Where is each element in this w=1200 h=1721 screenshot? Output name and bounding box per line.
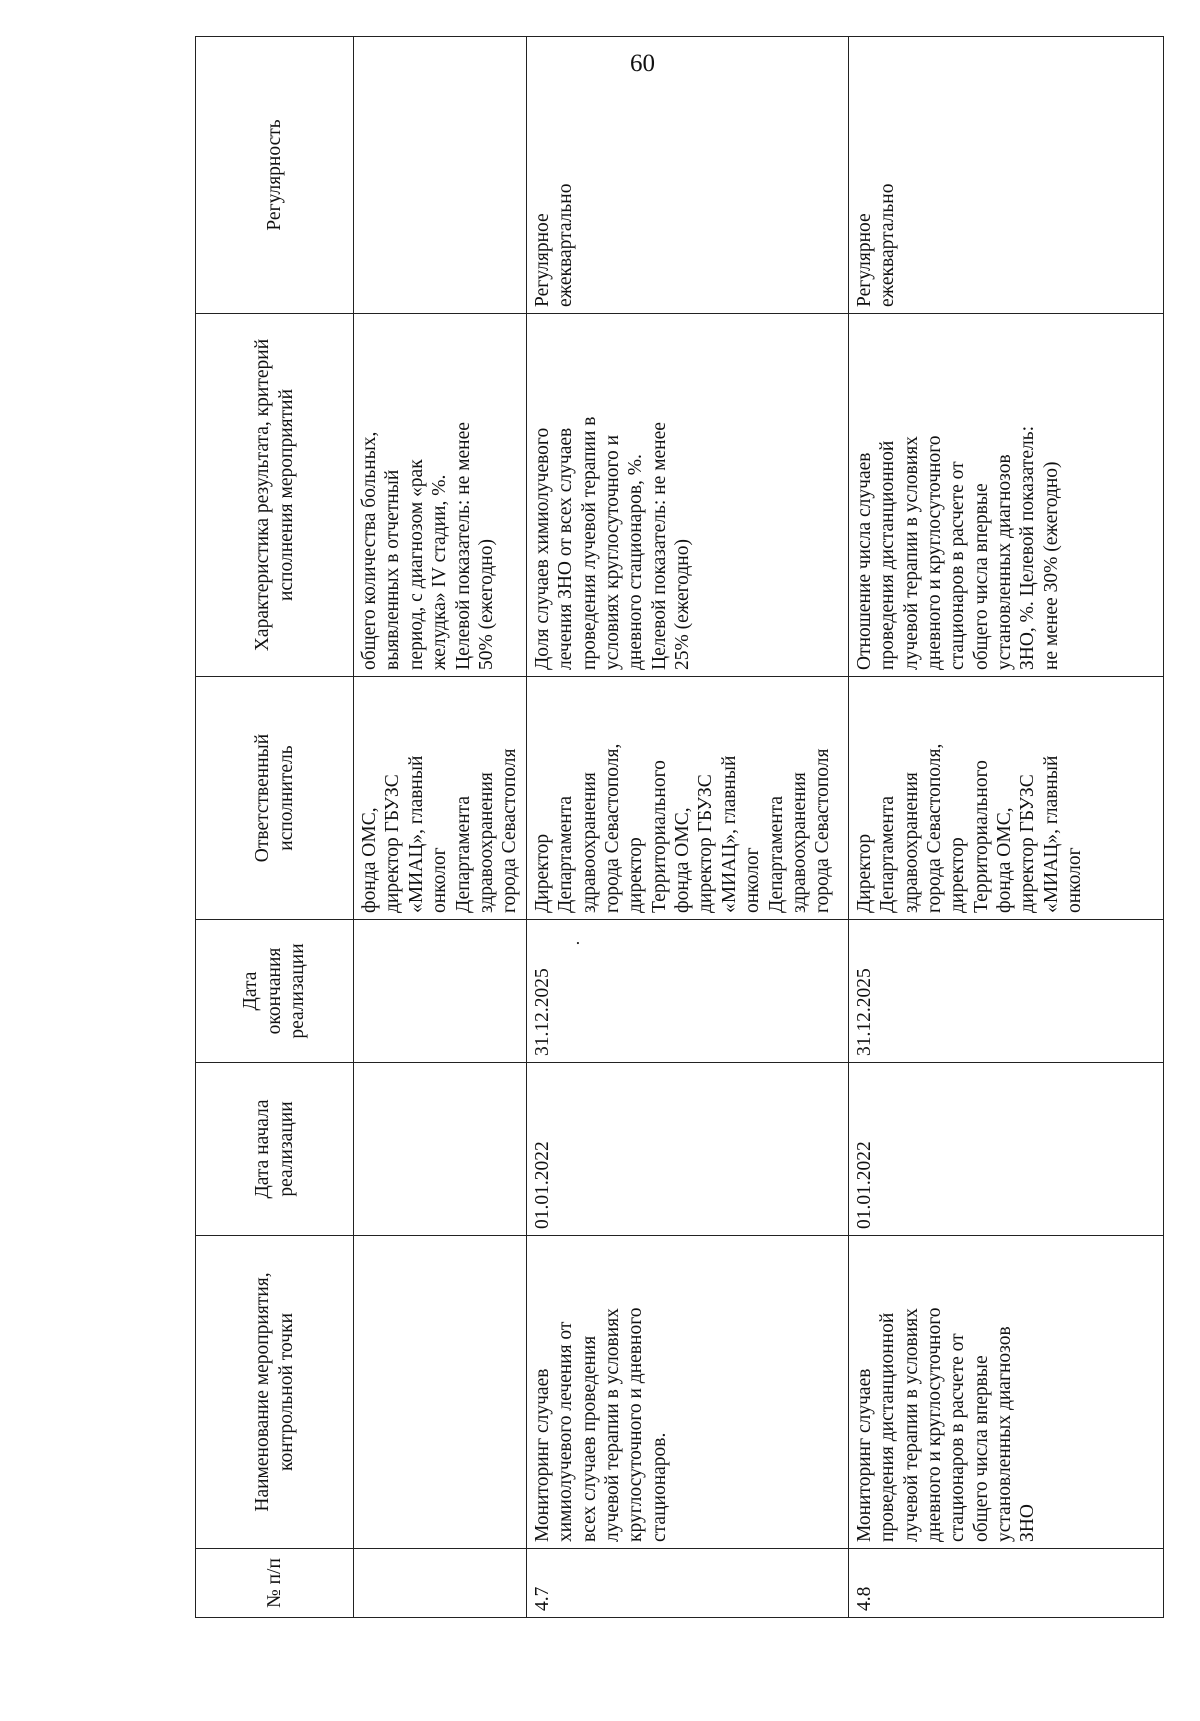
header-regularity: Регулярность [196,37,354,314]
table-header-row [196,37,354,1618]
header-measure-name: Наименование мероприятия, контрольной точки [196,1236,354,1549]
cell-end-date [354,920,527,1063]
rotated-table-wrapper [195,119,1160,1618]
page-number: 60 [630,50,655,77]
cell-end-date: 31.12.2025 [531,968,553,1056]
cell-measure-name [354,1236,527,1549]
header-end-date: Дата окончания реализации [196,920,354,1063]
header-number: № п/п [196,1549,354,1618]
cell-characteristic: Отношение числа случаев проведения дистанционной лучевой терапии в условиях дневного и круглосуточного стационаров в расчете от общего числа впервые установленных диагнозов ЗНО, %. Целевой показатель: не менее 30% (ежегодно) [848,314,1163,677]
measures-table [195,36,1164,1618]
cell-responsible: фонда ОМС, директор ГБУЗС «МИАЦ», главный онколог Департамента здравоохранения города Севастополя [354,677,527,920]
cell-measure-name: Мониторинг случаев химиолучевого лечения от всех случаев проведения лучевой терапии в условиях круглосуточного и дневного стационаров. [526,1236,848,1549]
table-row [354,37,527,1618]
cell-start-date: 01.01.2022 [526,1063,848,1236]
cell-start-date [354,1063,527,1236]
cell-number: 4.7 [526,1549,848,1618]
cell-characteristic: Доля случаев химиолучевого лечения ЗНО от всех случаев проведения лучевой терапии в условиях круглосуточного и дневного стационаров, %. Целевой показатель: не менее 25% (ежегодно) [526,314,848,677]
cell-measure-name: Мониторинг случаев проведения дистанционной лучевой терапии в условиях дневного и круглосуточного стационаров в расчете от общего числа впервые установленных диагнозов ЗНО [848,1236,1163,1549]
cell-regularity: Регулярное ежеквартально [526,37,848,314]
cell-number [354,1549,527,1618]
cell-regularity: Регулярное ежеквартально [848,37,1163,314]
cell-responsible: Директор Департамента здравоохранения города Севастополя, директор Территориального фонда ОМС, директор ГБУЗС «МИАЦ», главный онколог Департамента здравоохранения города Севастополя [526,677,848,920]
cell-end-date: 31.12.2025 [848,920,1163,1063]
cell-responsible: Директор Департамента здравоохранения города Севастополя, директор Территориального фонда ОМС, директор ГБУЗС «МИАЦ», главный онколог [848,677,1163,920]
cell-start-date: 01.01.2022 [848,1063,1163,1236]
table-row [848,37,1163,1618]
cell-number: 4.8 [848,1549,1163,1618]
table-row [526,37,848,1618]
cell-regularity [354,37,527,314]
header-start-date: Дата начала реализации [196,1063,354,1236]
cell-characteristic: общего количества больных, выявленных в отчетный период, с диагнозом «рак желудка» IV стадии, %. Целевой показатель: не менее 50% (ежегодно) [354,314,527,677]
header-responsible: Ответственный исполнитель [196,677,354,920]
cell-end-date-block [526,920,848,1063]
header-characteristic: Характеристика результата, критерий исполнения мероприятий [196,314,354,677]
stray-mark: · [568,940,589,946]
